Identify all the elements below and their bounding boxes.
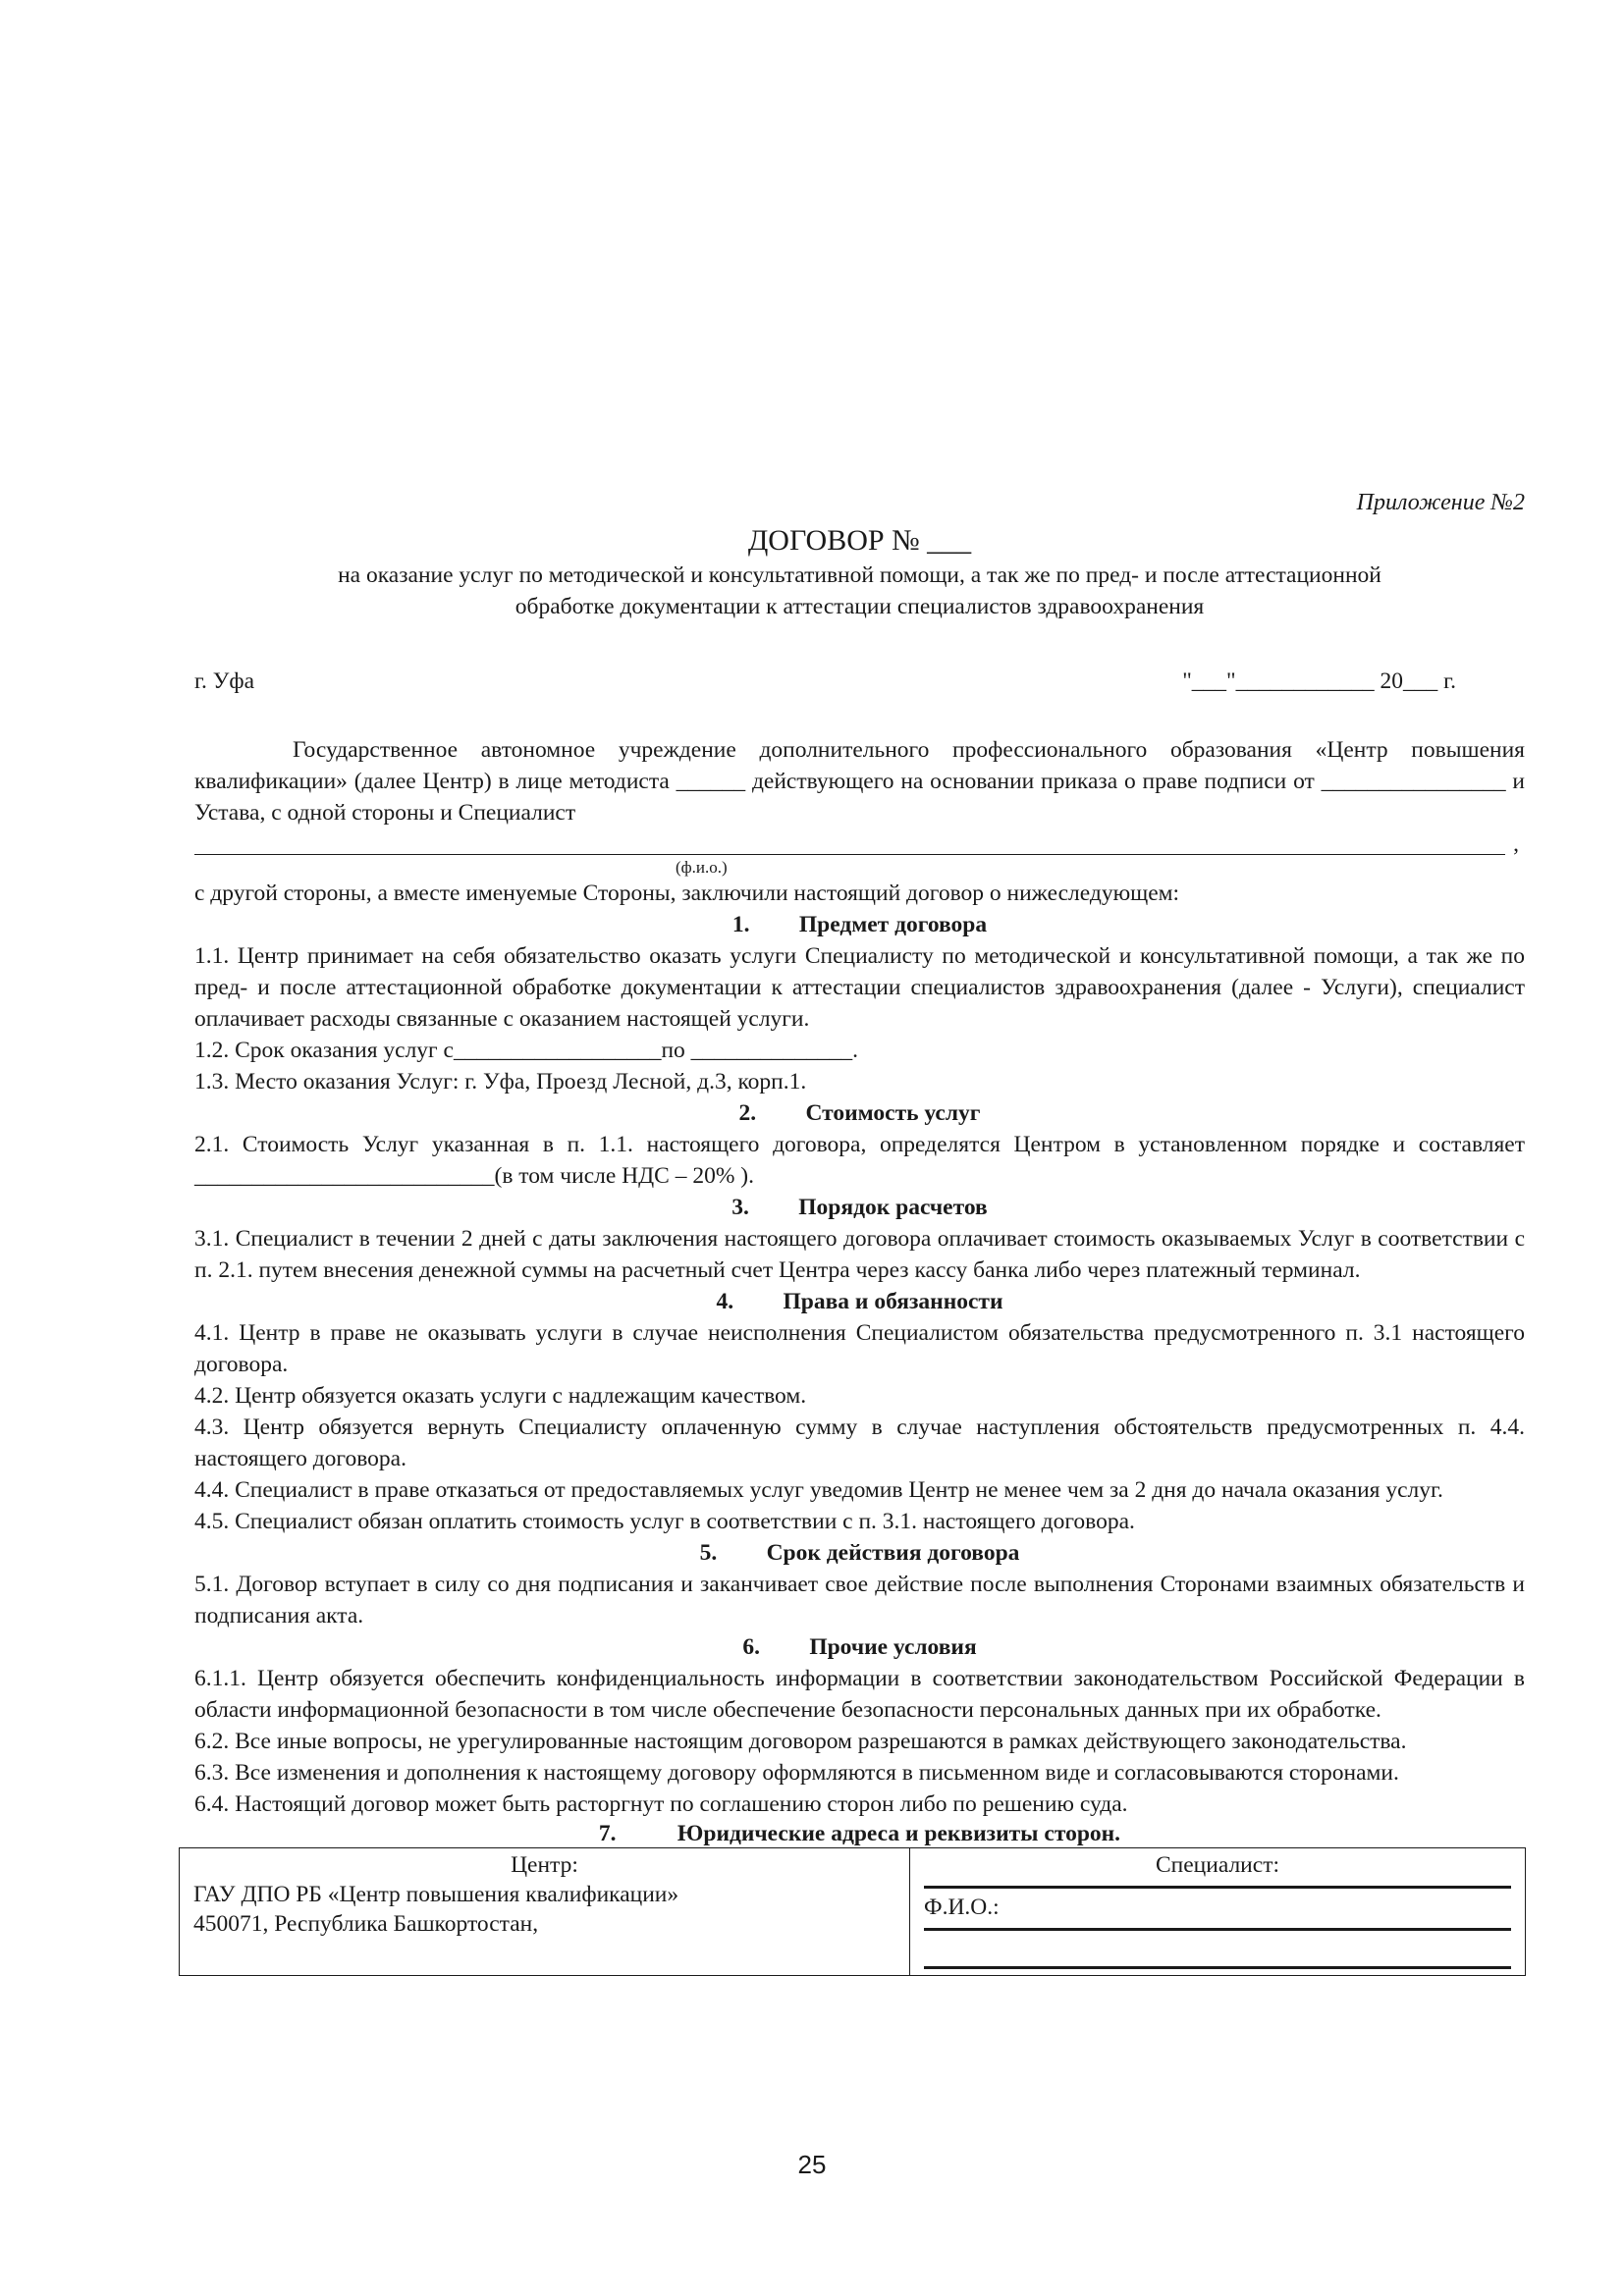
section-heading: [194, 1286, 1525, 1317]
subtitle-line: на оказание услуг по методической и консультативной помощи, а так же по пред- и после аттестационной: [338, 562, 1381, 588]
signature-line: [924, 1960, 1511, 1969]
section-heading-requisites: [194, 1820, 1525, 1847]
specialist-name-line: [194, 828, 1525, 858]
section-number: 6.: [742, 1634, 760, 1660]
center-address: 450071, Республика Башкортостан,: [193, 1911, 539, 1937]
section-title: Предмет договора: [798, 912, 988, 937]
specialist-heading: Специалист:: [1155, 1852, 1279, 1878]
section-heading: [194, 1631, 1525, 1663]
center-heading: Центр:: [511, 1852, 578, 1878]
section-number: 1.: [731, 912, 750, 937]
clause: 3.1. Специалист в течении 2 дней с даты заключения настоящего договора оплачивает стоимость оказываемых Услуг в соответствии с п. 2.1. путем внесения денежной суммы на расчетный счет Центра через кассу банка либо через платежный терминал.: [194, 1226, 1525, 1283]
clause: 6.1.1. Центр обязуется обеспечить конфиденциальность информации в соответствии законодательством Российской Федерации в области информационной безопасности в том числе обеспечение безопасности персональных данных при их обработке.: [194, 1666, 1525, 1723]
section-heading: [194, 1537, 1525, 1569]
clause: 6.3. Все изменения и дополнения к настоящему договору оформляются в письменном виде и согласовываются сторонами.: [194, 1760, 1399, 1786]
section-number: 2.: [738, 1100, 757, 1126]
section-title: Стоимость услуг: [805, 1100, 981, 1126]
clause: 4.2. Центр обязуется оказать услуги с надлежащим качеством.: [194, 1383, 807, 1409]
subtitle-line: обработке документации к аттестации специалистов здравоохранения: [514, 594, 1205, 619]
signature-line: [924, 1880, 1511, 1889]
requisites-table: [179, 1847, 1526, 1976]
preamble-end: с другой стороны, а вместе именуемые Стороны, заключили настоящий договор о нижеследующем:: [194, 881, 1180, 906]
name-underline: [194, 854, 1505, 855]
section-title: Срок действия договора: [766, 1540, 1020, 1566]
section-number: 3.: [731, 1195, 749, 1220]
contract-content: [194, 487, 1525, 1976]
section-heading: [194, 1097, 1525, 1129]
clause: 1.1. Центр принимает на себя обязательство оказать услуги Специалисту по методической и консультативной помощи, а так же по пред- и после аттестационной обработке документации к аттестации специалистов здравоохранения (далее - Услуги), специалист оплачивает расходы связанные с оказанием настоящей услуги.: [194, 943, 1525, 1032]
contract-date: "___"____________ 20___ г.: [1182, 668, 1456, 694]
clause: 4.5. Специалист обязан оплатить стоимость услуг в соответствии с п. 3.1. настоящего договора.: [194, 1509, 1135, 1534]
section-heading: [194, 1192, 1525, 1223]
section-number: 7.: [598, 1821, 617, 1846]
section-number: 5.: [699, 1540, 718, 1566]
clause: 6.2. Все иные вопросы, не урегулированные настоящим договором разрешаются в рамках действующего законодательства.: [194, 1729, 1407, 1754]
fio-label: Ф.И.О.:: [924, 1895, 1000, 1920]
clause: 6.4. Настоящий договор может быть расторгнут по соглашению сторон либо по решению суда.: [194, 1791, 1128, 1817]
contract-subtitle: [194, 560, 1525, 622]
preamble: [194, 734, 1525, 909]
preamble-text: Государственное автономное учреждение дополнительного профессионального образования «Центр повышения квалификации» (далее Центр) в лице методиста ______ действующего на основании приказа о праве подписи от ________________ и Устава, с одной стороны и Специалист: [194, 737, 1525, 826]
contract-title: ДОГОВОР № ___: [747, 524, 972, 557]
clause: 1.3. Место оказания Услуг: г. Уфа, Проезд Лесной, д.3, корп.1.: [194, 1069, 807, 1095]
section-heading: [194, 909, 1525, 940]
contract-sections: [194, 909, 1525, 1820]
comma: ,: [1513, 831, 1519, 857]
center-requisites-cell: [180, 1848, 910, 1976]
clause: 5.1. Договор вступает в силу со дня подписания и заканчивает свое действие после выполнения Сторонами взаимных обязательств и подписания акта.: [194, 1572, 1525, 1629]
section-title: Порядок расчетов: [798, 1195, 988, 1220]
section-number: 4.: [716, 1289, 734, 1314]
section-title: Юридические адреса и реквизиты сторон.: [677, 1821, 1121, 1846]
section-title: Прочие условия: [809, 1634, 977, 1660]
clause: 2.1. Стоимость Услуг указанная в п. 1.1. настоящего договора, определятся Центром в установленном порядке и составляет __________________________(в том числе НДС – 20% ).: [194, 1132, 1525, 1189]
fio-hint: (ф.и.о.): [676, 858, 728, 877]
place-date-row: [194, 666, 1525, 697]
blank-row: [924, 1931, 1511, 1960]
clause: 4.3. Центр обязуется вернуть Специалисту оплаченную сумму в случае наступления обстоятельств предусмотренных п. 4.4. настоящего договора.: [194, 1415, 1525, 1471]
center-name: ГАУ ДПО РБ «Центр повышения квалификации»: [193, 1882, 679, 1907]
annex-label: Приложение №2: [1356, 490, 1525, 515]
clause: 4.4. Специалист в праве отказаться от предоставляемых услуг уведомив Центр не менее чем за 2 дня до начала оказания услуг.: [194, 1477, 1443, 1503]
section-title: Права и обязанности: [783, 1289, 1003, 1314]
city: г. Уфа: [194, 668, 255, 694]
signature-line: [924, 1922, 1511, 1931]
page-number: 25: [797, 2150, 827, 2179]
specialist-requisites-cell: [910, 1848, 1526, 1976]
clause: 1.2. Срок оказания услуг с__________________по ______________.: [194, 1038, 859, 1063]
clause: 4.1. Центр в праве не оказывать услуги в случае неисполнения Специалистом обязательства предусмотренного п. 3.1 настоящего договора.: [194, 1320, 1525, 1377]
